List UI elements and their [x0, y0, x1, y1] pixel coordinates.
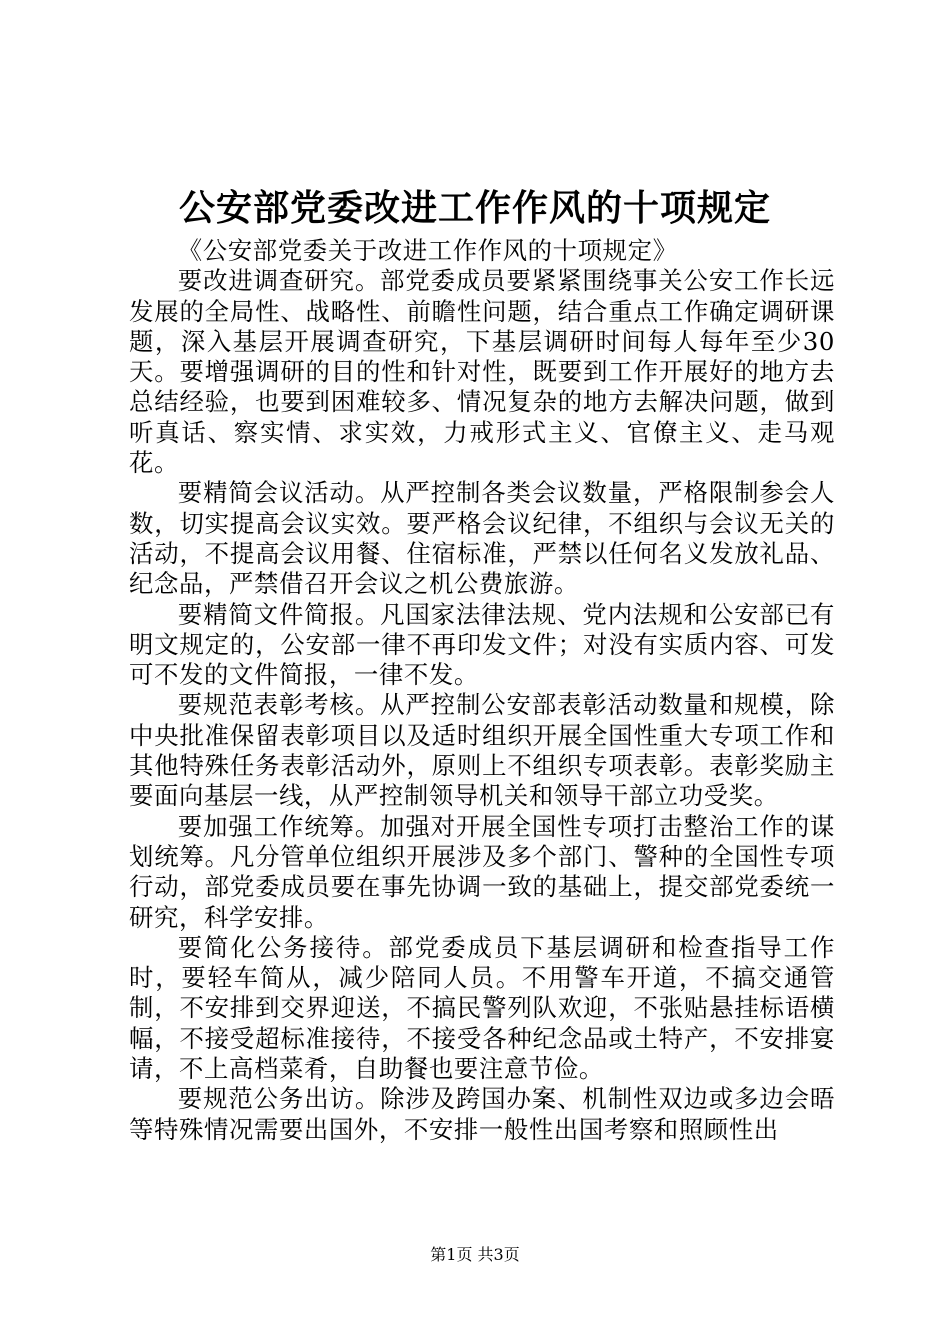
page-footer: 第1页 共3页 [430, 1245, 520, 1264]
paragraph: 要精简会议活动。从严控制各类会议数量，严格限制参会人数，切实提高会议实效。要严格会议纪律，不组织与会议无关的活动，不提高会议用餐、住宿标准，严禁以任何名义发放礼品、纪念品，严禁借召开会议之机公费旅游。 [129, 478, 835, 599]
paragraph: 要改进调查研究。部党委成员要紧紧围绕事关公安工作长远发展的全局性、战略性、前瞻性问题，结合重点工作确定调研课题，深入基层开展调查研究，下基层调研时间每人每年至少30天。要增强调研的目的性和针对性，既要到工作开展好的地方去总结经验，也要到困难较多、情况复杂的地方去解决问题，做到听真话、察实情、求实效，力戒形式主义、官僚主义、走马观花。 [129, 266, 835, 478]
document-title: 公安部党委改进工作作风的十项规定 [178, 187, 771, 229]
paragraph: 要加强工作统筹。加强对开展全国性专项打击整治工作的谋划统筹。凡分管单位组织开展涉及多个部门、警种的全国性专项行动，部党委成员要在事先协调一致的基础上，提交部党委统一研究，科学安排。 [129, 811, 835, 932]
paragraph: 要规范公务出访。除涉及跨国办案、机制性双边或多边会晤等特殊情况需要出国外，不安排一般性出国考察和照顾性出 [129, 1084, 835, 1144]
paragraph: 要简化公务接待。部党委成员下基层调研和检查指导工作时，要轻车简从，减少陪同人员。不用警车开道，不搞交通管制，不安排到交界迎送，不搞民警列队欢迎，不张贴悬挂标语横幅，不接受超标准接待，不接受各种纪念品或土特产，不安排宴请，不上高档菜肴，自助餐也要注意节俭。 [129, 932, 835, 1084]
document-subtitle: 《公安部党委关于改进工作作风的十项规定》 [177, 236, 678, 265]
paragraph: 要规范表彰考核。从严控制公安部表彰活动数量和规模，除中央批准保留表彰项目以及适时组织开展全国性重大专项工作和其他特殊任务表彰活动外，原则上不组织专项表彰。表彰奖励主要面向基层一线，从严控制领导机关和领导干部立功受奖。 [129, 690, 835, 811]
document-body [129, 236, 835, 1145]
paragraph: 要精简文件简报。凡国家法律法规、党内法规和公安部已有明文规定的，公安部一律不再印发文件；对没有实质内容、可发可不发的文件简报，一律不发。 [129, 599, 835, 690]
